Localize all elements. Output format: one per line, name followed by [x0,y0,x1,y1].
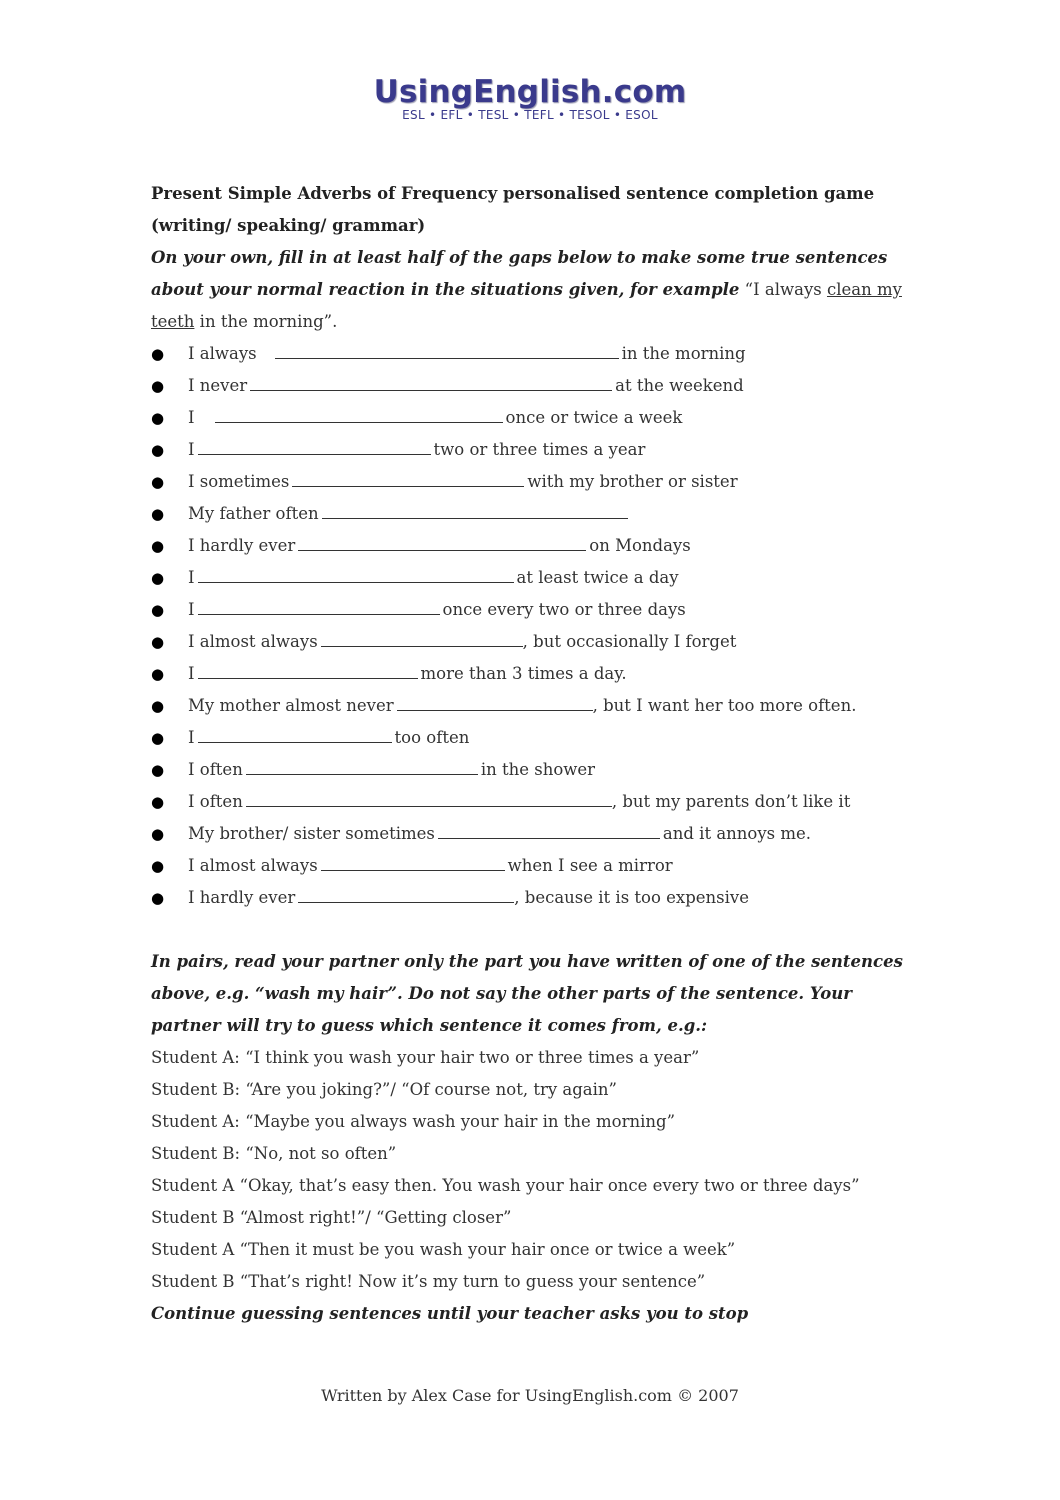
item-end: with my brother or sister [527,472,738,491]
item-end: , but occasionally I forget [522,632,737,651]
bullet-icon: ● [151,409,165,427]
blank-field[interactable] [321,628,523,647]
bullet-icon: ● [151,793,165,811]
bullet-icon: ● [151,761,165,779]
list-item [151,850,921,882]
blank-field[interactable] [298,532,586,551]
blank-field[interactable] [215,404,503,423]
bullet-icon: ● [151,377,165,395]
bullet-icon: ● [151,729,165,747]
item-end: at the weekend [615,376,744,395]
bullet-icon: ● [151,697,165,715]
dialogue-line: Student B “That’s right! Now it’s my turn to guess your sentence” [151,1272,706,1291]
item-start: I almost always [188,632,318,651]
instructions-text: On your own, fill in at least half of the gaps below to make some true sentences about your normal reaction in the situations given, for example [151,248,888,299]
item-start: I [188,408,195,427]
item-end: and it annoys me. [662,824,812,843]
item-start: I [188,600,195,619]
instructions [151,242,921,338]
pairs-instructions: In pairs, read your partner only the part you have written of one of the sentences above, e.g. “wash my hair”. Do not say the other parts of the sentence. Your partner will try to guess which sentence it comes from, e.g.: [151,952,903,1035]
worksheet-title: Present Simple Adverbs of Frequency personalised sentence completion game (writing/ speaking/ grammar) [151,184,875,235]
blank-field[interactable] [198,660,418,679]
blank-field[interactable] [250,372,612,391]
item-start: I hardly ever [188,536,296,555]
blank-field[interactable] [246,756,478,775]
item-start: I often [188,760,243,779]
blank-field[interactable] [198,724,392,743]
dialogue-line: Student A “Then it must be you wash your hair once or twice a week” [151,1240,736,1259]
item-start: I sometimes [188,472,290,491]
bullet-icon: ● [151,441,165,459]
footer-credit: Written by Alex Case for UsingEnglish.com © 2007 [321,1386,739,1405]
item-end: more than 3 times a day. [420,664,627,683]
dialogue-line: Student B: “Are you joking?”/ “Of course not, try again” [151,1080,617,1099]
bullet-icon: ● [151,569,165,587]
list-item [151,466,921,498]
item-end: , but I want her too more often. [592,696,857,715]
bullet-icon: ● [151,473,165,491]
bullet-icon: ● [151,633,165,651]
item-start: I [188,440,195,459]
item-start: I hardly ever [188,888,296,907]
item-start: I [188,568,195,587]
item-end: , but my parents don’t like it [611,792,851,811]
blank-field[interactable] [292,468,524,487]
item-end: at least twice a day [516,568,679,587]
list-item [151,498,921,530]
item-start: I always [188,344,257,363]
closing-instruction: Continue guessing sentences until your teacher asks you to stop [151,1304,749,1323]
item-end: once or twice a week [505,408,683,427]
blank-field[interactable] [321,852,505,871]
list-item [151,722,921,754]
item-end: too often [394,728,470,747]
blank-field[interactable] [438,820,660,839]
list-item [151,690,921,722]
logo-tagline: ESL • EFL • TESL • TEFL • TESOL • ESOL [402,108,658,122]
bullet-icon: ● [151,857,165,875]
blank-field[interactable] [397,692,593,711]
logo [0,74,1060,122]
list-item [151,786,921,818]
item-end: in the morning [621,344,746,363]
list-item [151,754,921,786]
dialogue-line: Student A: “Maybe you always wash your hair in the morning” [151,1112,676,1131]
dialogue-line: Student A: “I think you wash your hair two or three times a year” [151,1048,700,1067]
bullet-icon: ● [151,889,165,907]
item-end: on Mondays [589,536,691,555]
item-start: I often [188,792,243,811]
example-suffix: in the morning”. [194,312,338,331]
list-item [151,434,921,466]
item-end: once every two or three days [442,600,686,619]
bullet-icon: ● [151,537,165,555]
example-prefix: “I always [739,280,827,299]
item-start: My father often [188,504,319,523]
bullet-icon: ● [151,825,165,843]
list-item [151,562,921,594]
bullet-icon: ● [151,345,165,363]
logo-wordmark: UsingEnglish.com [373,74,687,110]
item-start: I [188,664,195,683]
list-item [151,530,921,562]
dialogue-line: Student B: “No, not so often” [151,1144,397,1163]
example-underlined: clean my teeth [151,280,902,331]
item-start: I [188,728,195,747]
item-end: , because it is too expensive [514,888,750,907]
item-end: in the shower [480,760,596,779]
sentence-list [151,338,921,914]
blank-field[interactable] [198,436,431,455]
dialogue-line: Student B “Almost right!”/ “Getting closer” [151,1208,512,1227]
list-item [151,594,921,626]
list-item [151,818,921,850]
item-end: two or three times a year [433,440,646,459]
item-end: when I see a mirror [507,856,673,875]
list-item [151,626,921,658]
worksheet-body [151,178,921,1330]
list-item [151,402,921,434]
dialogue-line: Student A “Okay, that’s easy then. You wash your hair once every two or three days” [151,1176,860,1195]
blank-field[interactable] [198,564,514,583]
item-start: My mother almost never [188,696,394,715]
blank-field[interactable] [198,596,440,615]
blank-field[interactable] [246,788,612,807]
blank-field[interactable] [275,340,619,359]
list-item [151,370,921,402]
spacer [151,914,921,946]
bullet-icon: ● [151,601,165,619]
bullet-icon: ● [151,505,165,523]
list-item [151,658,921,690]
list-item [151,338,921,370]
item-start: My brother/ sister sometimes [188,824,435,843]
list-item [151,882,921,914]
blank-field[interactable] [322,500,628,519]
bullet-icon: ● [151,665,165,683]
item-start: I never [188,376,248,395]
item-start: I almost always [188,856,318,875]
blank-field[interactable] [298,884,514,903]
